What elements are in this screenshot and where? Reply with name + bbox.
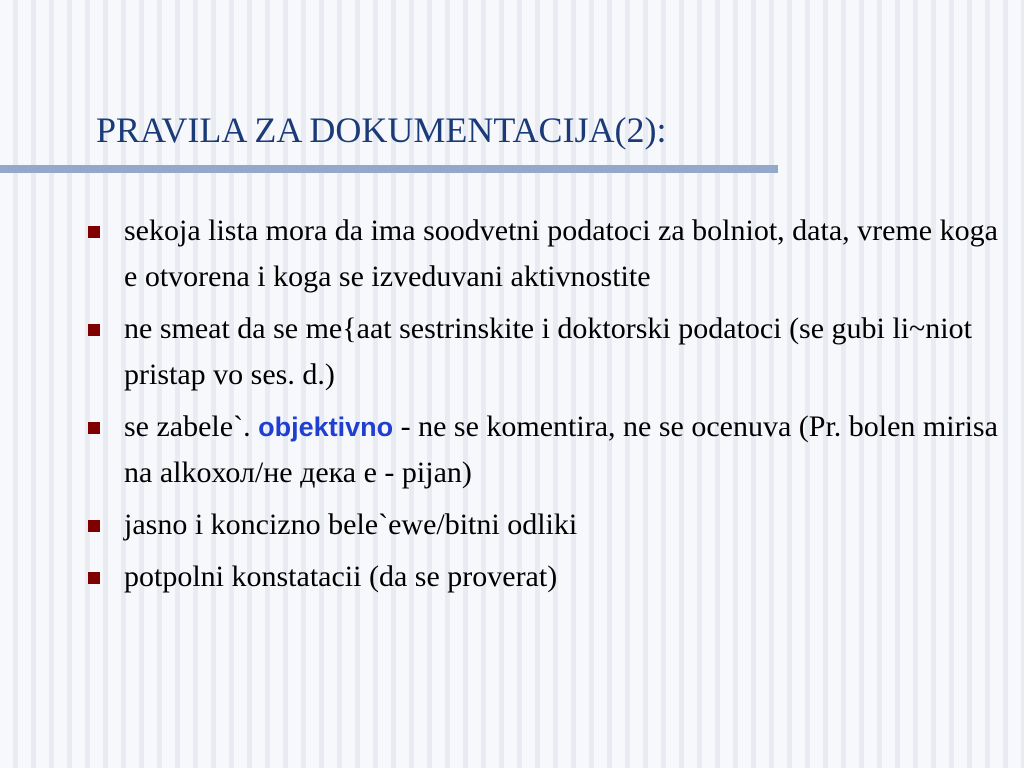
bullet-text-after: - ne se komentira, ne se ocenuva (Pr. bolen mirisa na alkoхол/не дека е - pijan)	[124, 410, 998, 489]
bullet-item-1	[86, 208, 1016, 300]
bullet-text: sekoja lista mora da ima soodvetni podatoci za bolniot, data, vreme koga e otvorena i koga se izveduvani aktivnostite	[124, 214, 998, 293]
square-bullet-icon	[88, 520, 100, 532]
slide-title: PRAVILA ZA DOKUMENTACIJA(2):	[96, 110, 667, 150]
bullet-text-before: se zabele`.	[124, 410, 259, 443]
bullet-text: jasno i koncizno bele`ewe/bitni odliki	[124, 508, 578, 541]
bullet-item-4	[86, 502, 1016, 548]
square-bullet-icon	[88, 422, 100, 434]
square-bullet-icon	[88, 226, 100, 238]
bullet-item-5	[86, 554, 1016, 600]
title-underline-rule	[0, 165, 778, 173]
bullet-text: potpolni konstatacii (da se proverat)	[124, 560, 558, 593]
bullet-text: ne smeat da se me{aat sestrinskite i doktorski podatoci (se gubi li~niot pristap vo ses. d.)	[124, 312, 972, 391]
bullet-emphasis-term: objektivno	[258, 412, 394, 442]
bullet-item-3	[86, 404, 1016, 496]
square-bullet-icon	[88, 572, 100, 584]
bullet-item-2	[86, 306, 1016, 398]
bullet-list	[86, 208, 1016, 606]
square-bullet-icon	[88, 324, 100, 336]
